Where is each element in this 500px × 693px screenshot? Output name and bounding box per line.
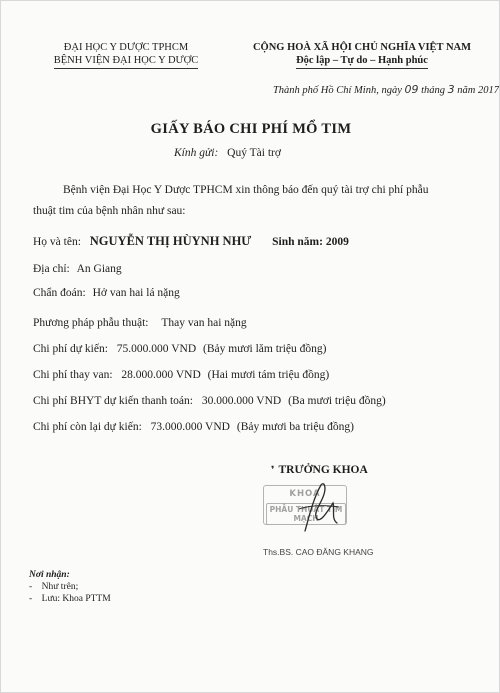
department-head-label: TRƯỞNG KHOA bbox=[278, 464, 368, 476]
recipient-dash: - bbox=[29, 594, 42, 604]
date-mid: tháng bbox=[421, 85, 446, 96]
cost-words: (Ba mươi triệu đồng) bbox=[288, 395, 386, 407]
recipient-item-text: Như trên; bbox=[41, 582, 79, 592]
recipient-label: Kính gửi: bbox=[174, 147, 219, 159]
address-label: Địa chỉ: bbox=[33, 263, 70, 275]
cost-amount: 28.000.000 VND bbox=[121, 369, 201, 381]
hospital-name bbox=[1, 54, 251, 69]
date-day: 09 bbox=[404, 83, 419, 96]
cost-insurance-line bbox=[33, 395, 386, 407]
recipients-list-item bbox=[29, 594, 111, 604]
recipient-dash: - bbox=[29, 582, 42, 592]
hospital-name-text: BỆNH VIỆN ĐẠI HỌC Y DƯỢC bbox=[54, 54, 199, 69]
institution-header bbox=[1, 41, 251, 69]
national-header bbox=[223, 41, 500, 69]
address-value: An Giang bbox=[76, 263, 122, 275]
birth-year: 2009 bbox=[325, 236, 349, 248]
cost-words: (Hai mươi tám triệu đồng) bbox=[207, 369, 330, 381]
cost-amount: 30.000.000 VND bbox=[201, 395, 282, 407]
date-prefix: Thành phố Hồ Chí Minh, ngày bbox=[272, 85, 402, 96]
recipients-list-item bbox=[29, 582, 78, 592]
handwritten-signature bbox=[291, 479, 343, 537]
cost-valve-line bbox=[33, 369, 329, 381]
recipients-label: Nơi nhận: bbox=[29, 570, 70, 580]
document-title: GIẤY BÁO CHI PHÍ MỔ TIM bbox=[150, 121, 352, 137]
national-motto-text: Độc lập – Tự do – Hạnh phúc bbox=[296, 54, 428, 69]
diagnosis-value: Hở van hai lá nặng bbox=[92, 287, 180, 299]
signature-mark-icon: ❜ bbox=[271, 465, 275, 476]
patient-name-line bbox=[33, 234, 349, 249]
cost-amount: 75.000.000 VND bbox=[116, 343, 197, 355]
cost-amount: 73.000.000 VND bbox=[150, 421, 230, 433]
signer-name: Ths.BS. CAO ĐĂNG KHANG bbox=[263, 547, 374, 557]
cost-remaining-line bbox=[33, 421, 354, 433]
cost-label: Chi phí còn lại dự kiến: bbox=[33, 421, 142, 433]
intro-line-2: thuật tim của bệnh nhân như sau: bbox=[33, 205, 186, 217]
cost-label: Chi phí BHYT dự kiến thanh toán: bbox=[33, 395, 193, 407]
national-motto bbox=[223, 54, 500, 69]
recipient-item-text: Lưu: Khoa PTTM bbox=[41, 594, 111, 604]
national-title: CỘNG HOÀ XÃ HỘI CHỦ NGHĨA VIỆT NAM bbox=[252, 42, 472, 53]
intro-line-1: Bệnh viện Đại Học Y Dược TPHCM xin thông báo đến quý tài trợ chi phí phẫu bbox=[63, 184, 429, 196]
address-line bbox=[33, 263, 122, 275]
cost-estimated-line bbox=[33, 343, 326, 355]
cost-label: Chi phí thay van: bbox=[33, 369, 113, 381]
diagnosis-line bbox=[33, 287, 180, 299]
stamp-line-1: KHOA bbox=[289, 489, 321, 499]
department-head-title bbox=[271, 464, 368, 476]
document-date bbox=[223, 83, 499, 96]
surgery-method-label: Phương pháp phẫu thuật: bbox=[33, 317, 149, 329]
surgery-method-line bbox=[33, 317, 247, 329]
diagnosis-label: Chẩn đoán: bbox=[33, 287, 86, 299]
birth-year-label: Sinh năm: bbox=[272, 236, 323, 248]
recipient-value: Quý Tài trợ bbox=[227, 147, 281, 159]
surgery-method-value: Thay van hai nặng bbox=[161, 317, 247, 329]
university-name: ĐẠI HỌC Y DƯỢC TPHCM bbox=[63, 42, 189, 53]
patient-name-label: Họ và tên: bbox=[33, 236, 81, 248]
cost-words: (Bảy mươi ba triệu đồng) bbox=[236, 421, 354, 433]
recipient-line bbox=[174, 147, 281, 159]
stamp-line-2: PHẪU THUẬT TIM MẠCH bbox=[266, 503, 346, 525]
date-suffix: năm 2017 bbox=[457, 85, 499, 96]
patient-name: NGUYỄN THỊ HÙYNH NHƯ bbox=[89, 234, 252, 248]
cost-label: Chi phí dự kiến: bbox=[33, 343, 108, 355]
cost-words: (Bảy mươi lăm triệu đồng) bbox=[203, 343, 327, 355]
date-month: 3 bbox=[447, 83, 455, 96]
